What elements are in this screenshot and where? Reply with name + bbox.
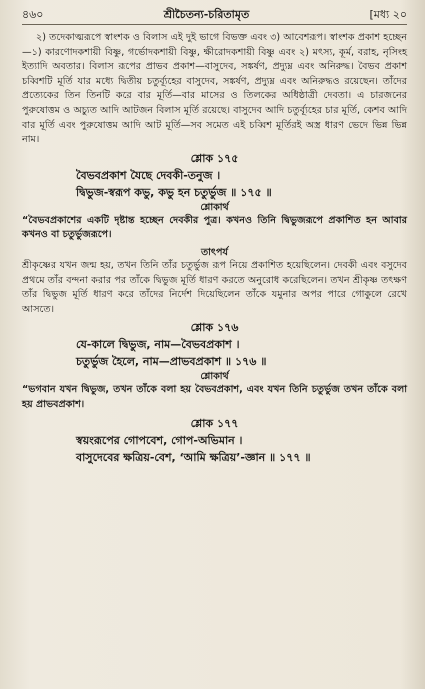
purport-paragraph: শ্রীকৃষ্ণের যখন জন্ম হয়, তখন তিনি তাঁর চতুর্ভুজ রূপ নিয়ে প্রকাশিত হয়েছিলেন। দেবকী এবং বসুদেব প্রথমে তাঁর বন্দনা করার পর তাঁকে দ্বিভুজ মূর্তি ধারণ করতে অনুরোধ করেছিলেন। তখন শ্রীকৃষ্ণ তৎক্ষণ তাঁর দ্বিভুজ মূর্তি ধারণ করে তাঁদের নির্দেশ দিয়েছিলেন তাঁকে যমুনার অপর পারে গোকুলে রেখে আসতে।: [22, 259, 407, 315]
verse-line: যে-কালে দ্বিভুজ, নাম—বৈভবপ্রকাশ ।: [76, 338, 240, 352]
verse-line: স্বয়ংরূপের গোপবেশ, গোপ-অভিমান ।: [76, 433, 243, 447]
running-title: শ্রীচৈতন্য-চরিতামৃত: [163, 8, 250, 21]
verse-line: চতুর্ভুজ হৈলে, নাম—প্রাভবপ্রকাশ ॥ ১৭৬ ॥: [76, 355, 267, 369]
verse-translation: “বৈভবপ্রকাশের একটি দৃষ্টান্ত হচ্ছেন দেবকীর পুত্র। কখনও তিনি দ্বিভুজরূপে প্রকাশিত হন আবার কখনও বা চতুর্ভুজরূপে।: [22, 214, 407, 241]
page-header: [22, 6, 407, 25]
verse-heading-177: শ্লোক ১৭৭: [190, 416, 239, 430]
verse-line: বৈভবপ্রকাশ যৈছে দেবকী-তনুজ ।: [76, 168, 221, 182]
page-number: ৪৬০: [22, 8, 44, 21]
purport-heading: তাৎপর্য: [201, 246, 228, 258]
verse-line: দ্বিভুজ-স্বরূপ কভু, কভু হন চতুর্ভুজ ॥ ১৭৫ ॥: [76, 185, 272, 199]
section-label: [মধ্য ২০: [369, 8, 407, 21]
intro-paragraph: ২) তদেকাত্মরূপে স্বাংশক ও বিলাস এই দুই ভাগে বিভক্ত এবং ৩) আবেশরূপ। স্বাংশক প্রকাশ হচ্ছেন—১) কারণোদকশায়ী বিষ্ণু, গর্ভোদকশায়ী বিষ্ণু, ক্ষীরোদকশায়ী বিষ্ণু এবং ২) মৎস্য, কূর্ম, বরাহ, নৃসিংহ ইত্যাদি অবতার। বিলাস রূপের প্রাভব প্রকাশ—বাসুদেব, সঙ্কর্ষণ, প্রদ্যুম্ন এবং অনিরুদ্ধ। বৈভব প্রকাশ চব্বিশটি মূর্তি যার মধ্যে দ্বিতীয় চতুর্ব্যূহের বাসুদেব, সঙ্কর্ষণ, প্রদ্যুম্ন এবং অনিরুদ্ধও রয়েছেন। তাঁদের প্রত্যেকের তিন তিনটি করে বার মূর্তি—বার মাসের ও তিলকের অধিষ্ঠাত্রী দেবতা। এ চারজনের পুরুষোত্তম ও অচ্যুত আদি আটজন বিলাস মূর্তি রয়েছে। বাসুদেব আদি চতুর্ব্যূহের চার মূর্তি, কেশব আদি বার মূর্তি এবং পুরুষোত্তম আদি আট মূর্তি—সব সমেত এই চব্বিশ মূর্তিরই অস্ত্র ধারণ ভেদে ভিন্ন ভিন্ন নাম।: [22, 32, 407, 146]
translation-heading: শ্লোকার্থ: [200, 201, 229, 213]
verse-heading-175: শ্লোক ১৭৫: [190, 151, 239, 165]
translation-heading: শ্লোকার্থ: [200, 371, 229, 383]
verse-heading-176: শ্লোক ১৭৬: [190, 321, 239, 335]
verse-translation: “ভগবান যখন দ্বিভুজ, তখন তাঁকে বলা হয় বৈভবপ্রকাশ, এবং যখন তিনি চতুর্ভুজ তখন তাঁকে বলা হয় প্রাভবপ্রকাশ।: [22, 384, 407, 410]
verse-line: বাসুদেবের ক্ষত্রিয়-বেশ, ‘আমি ক্ষত্রিয়’-জ্ঞান ॥ ১৭৭ ॥: [76, 450, 311, 464]
